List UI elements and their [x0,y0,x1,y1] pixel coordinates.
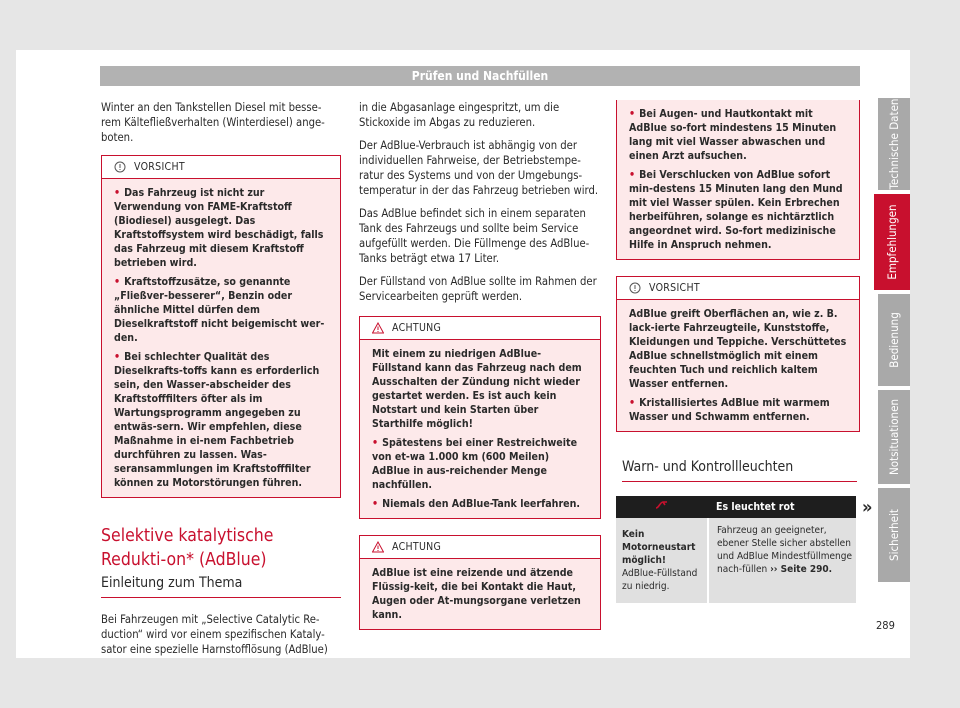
paragraph: Der AdBlue-Verbrauch ist abhängig von der individuellen Fahrweise, der Betriebstempe-ratur des Systems und von der Umgebungs-temperatur in der das Fahrzeug betrieben wird. [359,139,599,197]
list-item: • Bei schlechter Qualität des Dieselkrafts-toffs kann es erforderlich sein, den Wasser-abscheider des Kraftstofffilters öfter als im Wartungsprogramm angegeben zu entwäs-sern. Wir empfehlen, diese Maßnahme in ei-nem Fachbetrieb durchführen zu lassen. Was-seransammlungen im Kraftstofffilter können zu Motorstörungen führen. [114,351,320,489]
list-item: • Niemals den AdBlue-Tank leerfahren. [372,498,581,510]
column-1 [101,100,341,665]
list-item: • Bei Augen- und Hautkontakt mit AdBlue so-fort mindestens 15 Minuten lang mit viel Wasser abwaschen und einen Arzt aufsuchen. [629,108,837,162]
paragraph: Der Füllstand von AdBlue sollte im Rahmen der Servicearbeiten geprüft werden. [359,275,597,303]
table-row [616,518,856,603]
list-item: • Spätestens bei einer Restreichweite von et-wa 1.000 km (600 Meilen) AdBlue in aus-reichender Menge nachfüllen. [372,437,578,491]
subsection-title: Einleitung zum Thema [101,576,341,598]
page-ref-link[interactable]: ›› Seite 290. [770,564,833,575]
achtung-title: ACHTUNG [392,540,442,553]
tab-technische-daten[interactable]: Technische Daten [878,98,910,190]
intro-text: Winter an den Tankstellen Diesel mit besse-rem Kältefließverhalten (Winterdiesel) ange-boten. [101,101,325,144]
info-circle-icon [114,161,126,173]
tab-empfehlungen[interactable]: Empfehlungen [874,194,910,290]
list-item: • Bei Verschlucken von AdBlue sofort min-destens 15 Minuten lang den Mund mit viel Wasser spülen. Kein Erbrechen herbeiführen, solange es nichtärztlich angeordnet wird. So-fort medizinische Hilfe in Anspruch nehmen. [629,169,843,251]
section-title: Selektive katalytische Redukti-on* (AdBlue) [101,526,274,570]
tab-notsituationen[interactable]: Notsituationen [878,390,910,484]
vorsicht-title: VORSICHT [134,160,185,173]
vorsicht-intro: AdBlue greift Oberflächen an, wie z. B. lack-ierte Fahrzeugteile, Kunststoffe, Kleidungen und Teppiche. Verschüttetes AdBlue schnellstmöglich mit einem feuchten Tuch und reichlich kaltem Wasser entfernen. [629,308,847,390]
table-cell-label: Kein Motorneustart möglich! AdBlue-Füllstand zu niedrig. [616,518,708,603]
table-header-row [616,496,856,518]
list-item: • Kristallisiertes AdBlue mit warmem Wasser und Schwamm entfernen. [629,397,830,423]
body-text: Bei Fahrzeugen mit „Selective Catalytic Re-duction“ wird vor einem spezifischen Kataly-sator eine spezielle Harnstofflösung (AdBlue) [101,613,328,656]
achtung-title: ACHTUNG [392,321,442,334]
page-number: 289 [876,619,895,632]
table-header: Es leuchtet rot [708,496,856,518]
achtung-body: AdBlue ist eine reizende und ätzende Flüssig-keit, die bei Kontakt die Haut, Augen oder At-mungsorgane verletzen kann. [372,567,581,621]
paragraph: Das AdBlue befindet sich in einem separaten Tank des Fahrzeugs und sollte beim Service aufgefüllt werden. Die Füllmenge des AdBlue-Tanks beträgt etwa 17 Liter. [359,207,590,265]
continue-mark: » [862,497,873,518]
achtung-box [359,316,601,519]
column-3 [616,100,860,603]
warning-triangle-icon [372,541,384,553]
warning-triangle-icon [372,322,384,334]
list-item: • Kraftstoffzusätze, so genannte „Fließver-besserer“, Benzin oder ähnliche Mittel dürfen dem Dieselkraftstoff nicht beigemischt wer-den. [114,276,325,344]
warn-title: Warn- und Kontrollleuchten [622,460,857,482]
achtung-intro: Mit einem zu niedrigen AdBlue-Füllstand kann das Fahrzeug nach dem Ausschalten der Zündung nicht wieder gestartet werden. Es ist auch kein Notstart und kein Starten über Starthilfe möglich! [372,348,582,430]
info-circle-icon [629,282,641,294]
table-cell-text: Fahrzeug an geeigneter, ebener Stelle sicher abstellen und AdBlue Mindestfüllmenge nach-füllen ›› Seite 290. [708,518,856,603]
list-item: • Das Fahrzeug ist nicht zur Verwendung von FAME-Kraftstoff (Biodiesel) ausgelegt. Das Kraftstoffsystem wird beschädigt, falls das Fahrzeug mit diesem Kraftstoff betrieben wird. [114,187,324,269]
vorsicht-box [101,155,341,498]
tab-sicherheit[interactable]: Sicherheit [878,488,910,582]
vorsicht-title: VORSICHT [649,281,700,294]
warning-lights-table [616,496,856,603]
tab-bedienung[interactable]: Bedienung [878,294,910,386]
warning-lamp-icon [616,496,708,518]
page-header: Prüfen und Nachfüllen [100,66,860,86]
achtung-continued-box [616,100,860,260]
achtung-box-2 [359,535,601,630]
paragraph: in die Abgasanlage eingespritzt, um die Stickoxide im Abgas zu reduzieren. [359,101,560,129]
vorsicht-box-2 [616,276,860,432]
column-2 [359,100,601,644]
